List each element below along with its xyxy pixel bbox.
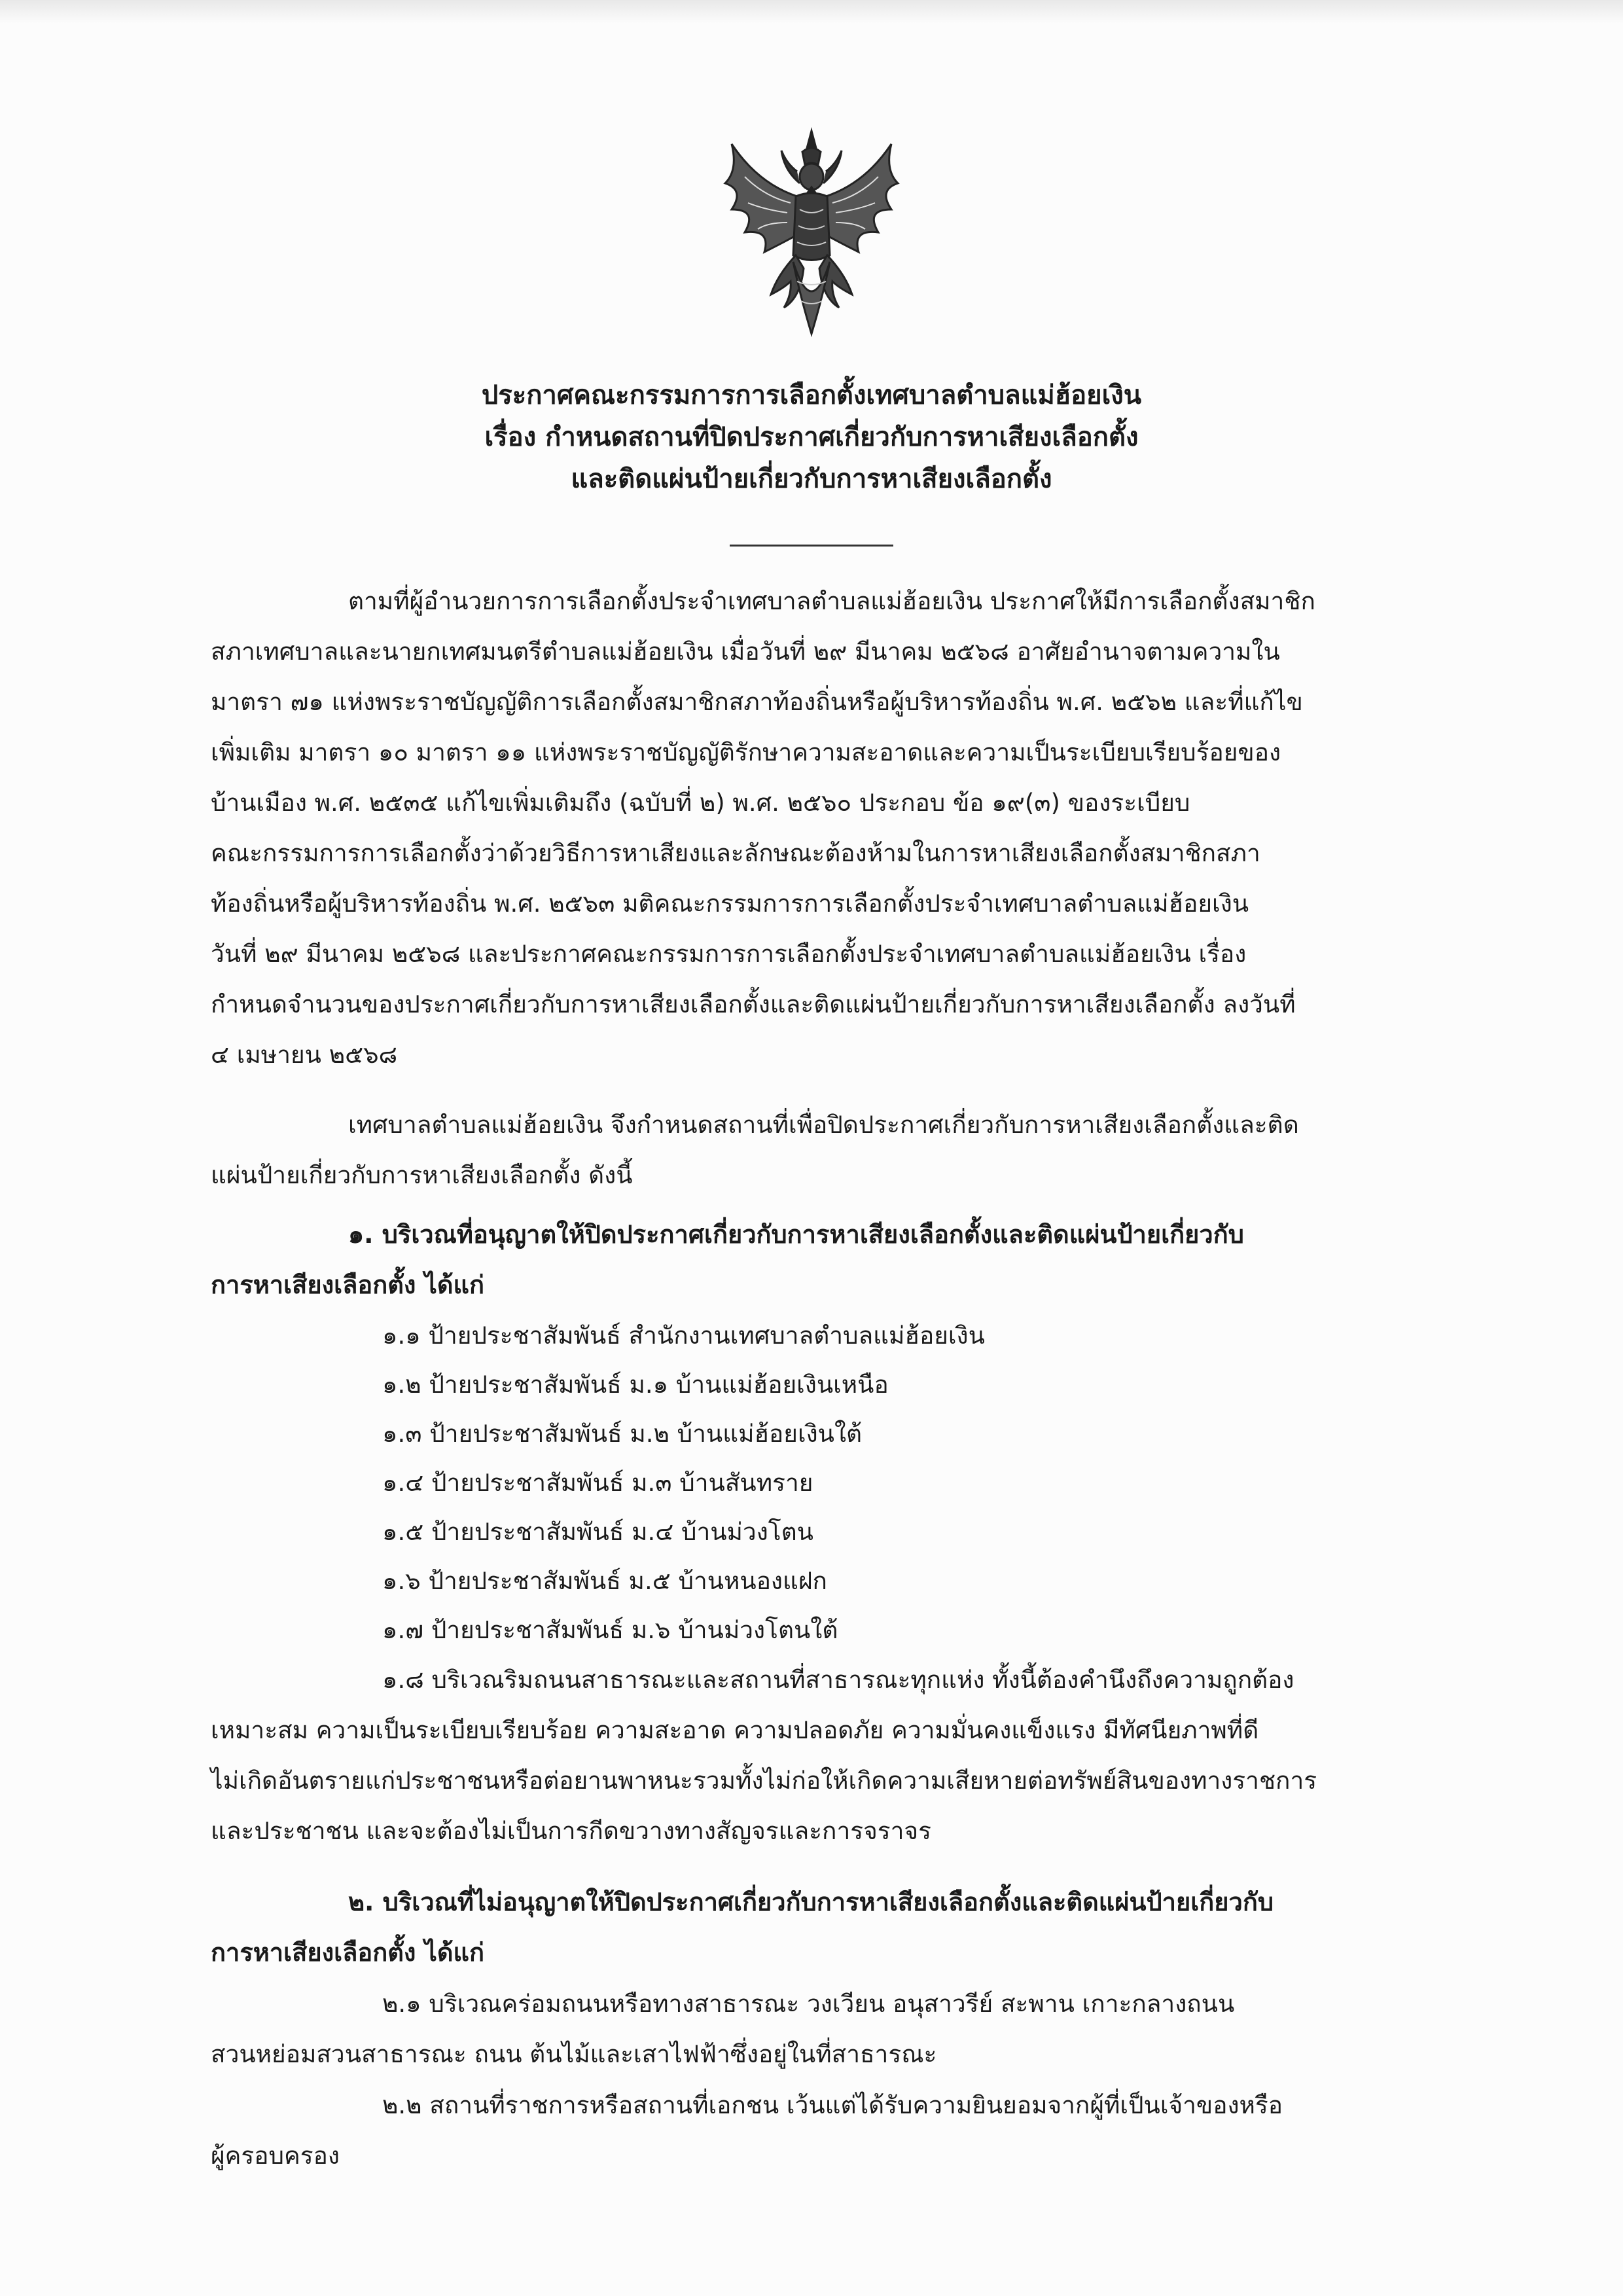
list-item: ๑.๗ ป้ายประชาสัมพันธ์ ม.๖ บ้านม่วงโตนใต้ [382, 1616, 838, 1644]
paragraph-line: บ้านเมือง พ.ศ. ๒๕๓๕ แก้ไขเพิ่มเติมถึง (ฉบับที่ ๒) พ.ศ. ๒๕๖๐ ประกอบ ข้อ ๑๙(๓) ของระเบียบ [211, 789, 1190, 817]
paragraph-line: ๒.๒ สถานที่ราชการหรือสถานที่เอกชน เว้นแต่ได้รับความยินยอมจากผู้ที่เป็นเจ้าของหรือ [382, 2091, 1283, 2119]
paragraph-line: ตามที่ผู้อำนวยการการเลือกตั้งประจำเทศบาลตำบลแม่ฮ้อยเงิน ประกาศให้มีการเลือกตั้งสมาชิก [348, 587, 1315, 615]
paragraph-preamble [211, 576, 1444, 1080]
list-item: ๑.๕ ป้ายประชาสัมพันธ์ ม.๔ บ้านม่วงโตน [382, 1518, 813, 1546]
paragraph-line: เพิ่มเติม มาตรา ๑๐ มาตรา ๑๑ แห่งพระราชบัญญัติรักษาความสะอาดและความเป็นระเบียบเรียบร้อยของ [211, 738, 1281, 766]
section-1-list [211, 1311, 1444, 1655]
section-2-item-2 [211, 2080, 1444, 2181]
list-item: ๑.๔ ป้ายประชาสัมพันธ์ ม.๓ บ้านสันทราย [382, 1469, 813, 1497]
heading-line: การหาเสียงเลือกตั้ง ได้แก่ [211, 1938, 484, 1967]
paragraph-line: คณะกรรมการการเลือกตั้งว่าด้วยวิธีการหาเสียงและลักษณะต้องห้ามในการหาเสียงเลือกตั้งสมาชิกสภา [211, 839, 1260, 867]
paragraph-line: เทศบาลตำบลแม่ฮ้อยเงิน จึงกำหนดสถานที่เพื่อปิดประกาศเกี่ยวกับการหาเสียงเลือกตั้งและติด [348, 1111, 1299, 1139]
title-divider [730, 545, 893, 547]
paragraph-line: กำหนดจำนวนของประกาศเกี่ยวกับการหาเสียงเลือกตั้งและติดแผ่นป้ายเกี่ยวกับการหาเสียงเลือกตั้ง ลงวันที่ [211, 990, 1296, 1018]
paragraph-line: สภาเทศบาลและนายกเทศมนตรีตำบลแม่ฮ้อยเงิน เมื่อวันที่ ๒๙ มีนาคม ๒๕๖๘ อาศัยอำนาจตามความใน [211, 637, 1280, 666]
list-item: ๑.๒ ป้ายประชาสัมพันธ์ ม.๑ บ้านแม่ฮ้อยเงินเหนือ [382, 1371, 889, 1399]
title-line-1: ประกาศคณะกรรมการการเลือกตั้งเทศบาลตำบลแม่ฮ้อยเงิน [481, 380, 1142, 410]
section-1-item-8 [211, 1655, 1444, 1856]
heading-line: ๑. บริเวณที่อนุญาตให้ปิดประกาศเกี่ยวกับการหาเสียงเลือกตั้งและติดแผ่นป้ายเกี่ยวกับ [348, 1220, 1244, 1249]
announcement-title [196, 374, 1427, 500]
scan-edge [0, 0, 1623, 24]
paragraph-decision [211, 1100, 1444, 1200]
list-item: ๑.๑ ป้ายประชาสัมพันธ์ สำนักงานเทศบาลตำบลแม่ฮ้อยเงิน [382, 1321, 985, 1350]
paragraph-line: วันที่ ๒๙ มีนาคม ๒๕๖๘ และประกาศคณะกรรมการการเลือกตั้งประจำเทศบาลตำบลแม่ฮ้อยเงิน เรื่อง [211, 940, 1247, 968]
paragraph-line: ๑.๘ บริเวณริมถนนสาธารณะและสถานที่สาธารณะทุกแห่ง ทั้งนี้ต้องคำนึงถึงความถูกต้อง [382, 1666, 1294, 1694]
title-line-2: เรื่อง กำหนดสถานที่ปิดประกาศเกี่ยวกับการหาเสียงเลือกตั้ง [484, 422, 1139, 452]
heading-line: การหาเสียงเลือกตั้ง ได้แก่ [211, 1270, 484, 1299]
paragraph-line: และประชาชน และจะต้องไม่เป็นการกีดขวางทางสัญจรและการจราจร [211, 1817, 931, 1845]
garuda-emblem-icon [719, 124, 904, 340]
paragraph-line: ท้องถิ่นหรือผู้บริหารท้องถิ่น พ.ศ. ๒๕๖๓ มติคณะกรรมการการเลือกตั้งประจำเทศบาลตำบลแม่ฮ้อยเงิน [211, 889, 1249, 918]
list-item: ๑.๓ ป้ายประชาสัมพันธ์ ม.๒ บ้านแม่ฮ้อยเงินใต้ [382, 1420, 863, 1448]
heading-line: ๒. บริเวณที่ไม่อนุญาตให้ปิดประกาศเกี่ยวกับการหาเสียงเลือกตั้งและติดแผ่นป้ายเกี่ยวกับ [348, 1888, 1274, 1916]
list-item: ๑.๖ ป้ายประชาสัมพันธ์ ม.๕ บ้านหนองแฝก [382, 1567, 827, 1595]
section-1-heading [211, 1210, 1444, 1310]
section-2-heading [211, 1877, 1444, 1978]
paragraph-line: เหมาะสม ความเป็นระเบียบเรียบร้อย ความสะอาด ความปลอดภัย ความมั่นคงแข็งแรง มีทัศนียภาพที่ดี [211, 1716, 1259, 1744]
section-2-item-1 [211, 1979, 1444, 2079]
paragraph-line: ๔ เมษายน ๒๕๖๘ [211, 1041, 398, 1069]
paragraph-line: มาตรา ๗๑ แห่งพระราชบัญญัติการเลือกตั้งสมาชิกสภาท้องถิ่นหรือผู้บริหารท้องถิ่น พ.ศ. ๒๕๖๒ และที่แก้ไข [211, 688, 1303, 716]
paragraph-line: ๒.๑ บริเวณคร่อมถนนหรือทางสาธารณะ วงเวียน อนุสาวรีย์ สะพาน เกาะกลางถนน [382, 1990, 1235, 2018]
paragraph-line: แผ่นป้ายเกี่ยวกับการหาเสียงเลือกตั้ง ดังนี้ [211, 1161, 633, 1189]
paragraph-line: ไม่เกิดอันตรายแก่ประชาชนหรือต่อยานพาหนะรวมทั้งไม่ก่อให้เกิดความเสียหายต่อทรัพย์สินของทางราชการ [211, 1767, 1317, 1795]
paragraph-line: ผู้ครอบครอง [211, 2142, 340, 2170]
title-line-3: และติดแผ่นป้ายเกี่ยวกับการหาเสียงเลือกตั้ง [571, 464, 1052, 494]
paragraph-line: สวนหย่อมสวนสาธารณะ ถนน ต้นไม้และเสาไฟฟ้าซึ่งอยู่ในที่สาธารณะ [211, 2040, 937, 2068]
